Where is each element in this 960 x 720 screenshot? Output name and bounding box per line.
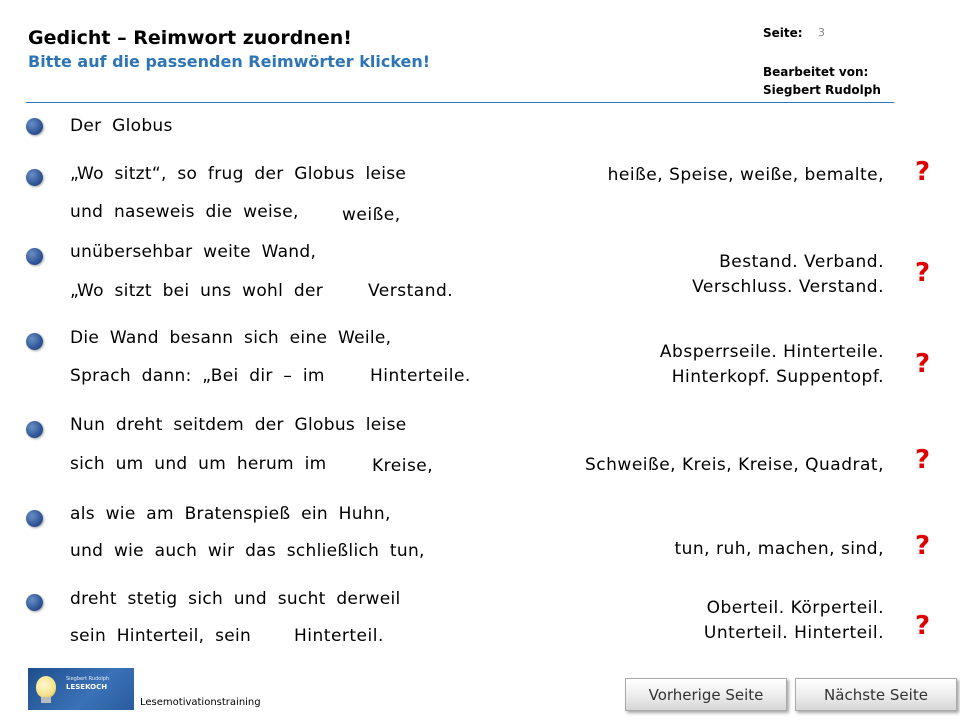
rhyme-answer: Hinterteil. [294, 626, 384, 646]
logo-author: Siegbert Rudolph [66, 676, 110, 682]
editor-label: Bearbeitet von: [763, 65, 869, 79]
lightbulb-base [41, 697, 51, 703]
poem-line: als wie am Bratenspieß ein Huhn, [70, 504, 391, 524]
poem-line: Sprach dann: „Bei dir – im [70, 366, 325, 386]
bullet-icon[interactable] [26, 118, 43, 135]
choice-line[interactable]: Absperrseile. Hinterteile. [659, 342, 884, 362]
leserkoch-logo [28, 668, 134, 710]
page-number: 3 [818, 26, 825, 39]
header-divider [26, 102, 894, 103]
rhyme-answer: Kreise, [372, 456, 434, 476]
choice-line[interactable]: Schweiße, Kreis, Kreise, Quadrat, [585, 455, 884, 475]
choice-group-6[interactable] [704, 596, 884, 646]
poem-line: sich um und um herum im [70, 454, 327, 474]
poem-line: unübersehbar weite Wand, [70, 242, 317, 262]
choice-line[interactable]: heiße, Speise, weiße, bemalte, [607, 165, 884, 185]
question-mark-icon[interactable]: ? [915, 611, 931, 641]
choice-line[interactable]: Unterteil. Hinterteil. [703, 623, 884, 643]
poem-title: Der Globus [70, 116, 173, 136]
poem-line: und naseweis die weise, [70, 202, 299, 222]
poem-line: Die Wand besann sich eine Weile, [70, 328, 392, 348]
bullet-icon[interactable] [26, 594, 43, 611]
choice-group-4[interactable] [585, 453, 884, 478]
bullet-icon[interactable] [26, 421, 43, 438]
editor-name: Siegbert Rudolph [763, 83, 881, 97]
question-mark-icon[interactable]: ? [915, 258, 931, 288]
question-mark-icon[interactable]: ? [915, 157, 931, 187]
poem-line: „Wo sitzt bei uns wohl der [70, 281, 323, 301]
choice-line[interactable]: Bestand. Verband. [719, 252, 884, 272]
rhyme-answer: Verstand. [368, 281, 454, 301]
page-title: Gedicht – Reimwort zuordnen! [28, 27, 352, 49]
choice-group-3[interactable] [660, 340, 884, 390]
poem-line: dreht stetig sich und sucht derweil [70, 589, 401, 609]
choice-group-5[interactable] [674, 537, 884, 562]
question-mark-icon[interactable]: ? [915, 445, 931, 475]
choice-group-2[interactable] [692, 250, 884, 300]
choice-line[interactable]: tun, ruh, machen, sind, [674, 539, 884, 559]
logo-brand: LESEKOCH [66, 683, 108, 691]
next-page-button[interactable]: Nächste Seite [795, 678, 957, 711]
bullet-icon[interactable] [26, 248, 43, 265]
question-mark-icon[interactable]: ? [915, 531, 931, 561]
lightbulb-icon [36, 676, 56, 698]
poem-line: und wie auch wir das schließlich tun, [70, 541, 425, 561]
bullet-icon[interactable] [26, 510, 43, 527]
rhyme-answer: weiße, [342, 205, 401, 225]
poem-line: „Wo sitzt“, so frug der Globus leise [70, 164, 407, 184]
bullet-icon[interactable] [26, 333, 43, 350]
question-mark-icon[interactable]: ? [915, 349, 931, 379]
page-subtitle: Bitte auf die passenden Reimwörter klicken! [28, 52, 431, 71]
bullet-icon[interactable] [26, 169, 43, 186]
previous-page-button[interactable]: Vorherige Seite [625, 678, 787, 711]
choice-line[interactable]: Verschluss. Verstand. [692, 277, 884, 297]
poem-line: Nun dreht seitdem der Globus leise [70, 415, 407, 435]
choice-group-1[interactable] [608, 163, 884, 188]
choice-line[interactable]: Hinterkopf. Suppentopf. [671, 367, 884, 387]
page-label: Seite: [763, 26, 803, 40]
poem-line: sein Hinterteil, sein [70, 626, 252, 646]
rhyme-answer: Hinterteile. [370, 366, 471, 386]
choice-line[interactable]: Oberteil. Körperteil. [706, 598, 884, 618]
footer-label: Lesemotivationstraining [140, 697, 261, 708]
